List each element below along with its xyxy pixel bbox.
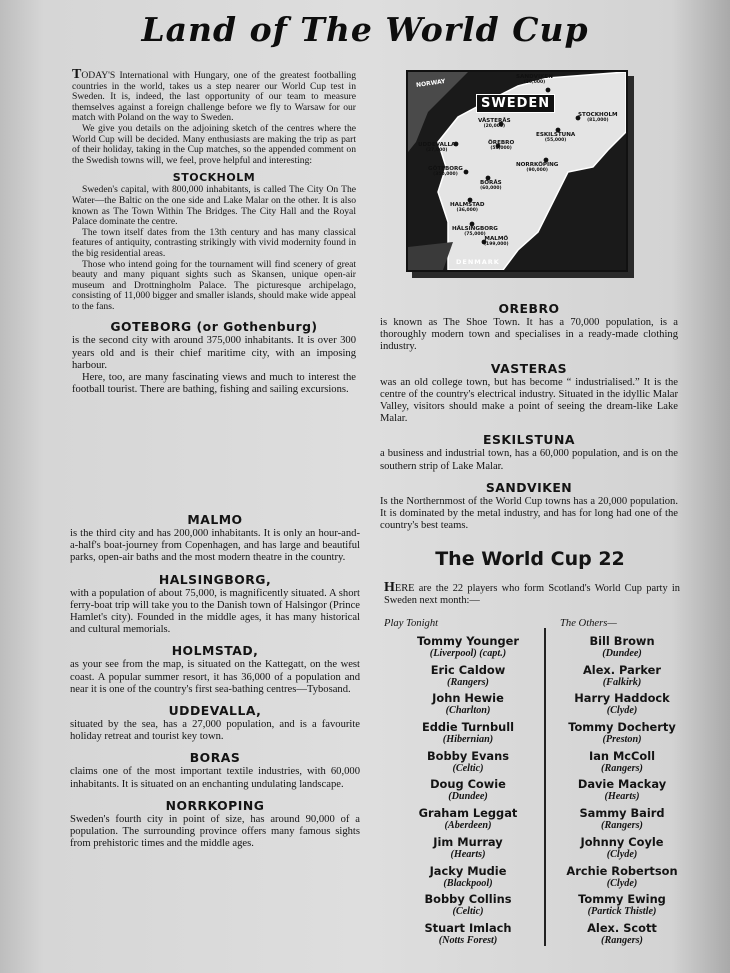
player-entry: Graham Leggat (Aberdeen) bbox=[418, 806, 518, 832]
player-entry: Harry Haddock (Clyde) bbox=[574, 691, 670, 717]
player-entry: Alex. Scott (Rangers) bbox=[587, 920, 657, 946]
orebro-text: is known as The Shoe Town. It has a 70,000 population, is a thoroughly modern town and specialises in a ready-made clothing industry. bbox=[380, 317, 678, 353]
uddevalla-text: situated by the sea, has a 27,000 population, and is a favourite holiday retreat and tourist key town. bbox=[70, 719, 360, 743]
holmstad-text: as your see from the map, is situated on the Kattegatt, on the west coast. A popular summer resort, it has 36,000 of a population and near it is one of the country's first sea-bathing centres—Tybosand. bbox=[70, 659, 360, 695]
player-entry: Bobby Evans (Celtic) bbox=[427, 748, 509, 774]
uddevalla-heading: UDDEVALLA, bbox=[168, 703, 262, 719]
map-town-vasteras: VÄSTERÅS (20,000) bbox=[478, 118, 511, 129]
stockholm-paragraph-1: Sweden's capital, with 800,000 inhabitants, is called The City On The Water—the Baltic on the one side and Lake Malar on the other. It is also known as The Town Within The Bridges. The City Hall and the Royal Palace dominate the centre. bbox=[72, 184, 356, 228]
player-entry: John Hewie (Charlton) bbox=[432, 691, 504, 717]
stockholm-heading: STOCKHOLM bbox=[172, 171, 256, 185]
world-cup-title: The World Cup 22 bbox=[435, 548, 625, 570]
column-divider bbox=[544, 628, 546, 946]
malmo-heading: MALMO bbox=[187, 512, 243, 527]
map-town-boras: BORÅS (60,000) bbox=[480, 180, 502, 191]
map-town-goteborg: GÖTEBORG (350,000) bbox=[428, 166, 463, 177]
map-town-stockholm: STOCKHOLM (81,000) bbox=[578, 112, 618, 123]
orebro-heading: OREBRO bbox=[498, 301, 560, 316]
eskilstuna-text: a business and industrial town, has a 60,000 population, and is on the southern strip of Lake Malar. bbox=[380, 448, 678, 472]
halsingborg-text: with a population of about 75,000, is magnificently situated. A short ferry-boat trip will take you to the Danish town of Halsingor (Prince Hamlet's city). Founded in the middle ages, it has many historical and cultural memorials. bbox=[70, 587, 360, 636]
boras-text: claims one of the most important textile industries, with 60,000 inhabitants. It is situated on an enchanting undulating landscape. bbox=[70, 766, 360, 790]
intro-paragraph-1 bbox=[72, 67, 356, 124]
map-town-malmo: MALMÖ (199,000) bbox=[484, 236, 509, 247]
player-entry: Bill Brown (Dundee) bbox=[589, 634, 655, 659]
left-column-top bbox=[72, 67, 356, 396]
stockholm-paragraph-2: The town itself dates from the 13th century and has many classical features of antiquity, contrasting strikingly with vivid modernity found in the big residential areas. bbox=[72, 226, 356, 259]
player-entry: Tommy Ewing (Partick Thistle) bbox=[578, 892, 666, 918]
map-town-eskilstuna: ESKILSTUNA (55,000) bbox=[536, 132, 576, 143]
player-entry: Tommy Docherty (Preston) bbox=[568, 720, 676, 746]
map-label-norway: NORWAY bbox=[415, 77, 446, 90]
player-entry: Bobby Collins (Celtic) bbox=[424, 892, 512, 918]
map-town-sandviken: SANDVIKEN (20,000) bbox=[516, 74, 553, 85]
intro-dropcap: T bbox=[72, 67, 82, 82]
player-entry: Jim Murray (Hearts) bbox=[433, 834, 503, 860]
page-title: Land of The World Cup bbox=[141, 10, 589, 49]
intro-text-1: ODAY'S International with Hungary, one of the greatest footballing countries in the world, takes us a step nearer our World Cup test in Sweden. It is, indeed, the last opportunity of our team to measure themselves against a foreign challenge before we fly to Warsaw for our match with Poland on the way to Sweden. bbox=[72, 70, 356, 124]
player-entry: Archie Robertson (Clyde) bbox=[566, 863, 678, 889]
goteborg-paragraph-1: is the second city with around 375,000 inhabitants. It is over 300 years old and is their chief maritime city, with an imposing harbour. bbox=[72, 335, 356, 371]
world-cup-dropcap: H bbox=[384, 580, 395, 595]
play-tonight-heading: Play Tonight bbox=[384, 618, 439, 629]
holmstad-heading: HOLMSTAD, bbox=[171, 643, 259, 659]
player-entry: Stuart Imlach (Notts Forest) bbox=[424, 920, 512, 946]
player-entry: Doug Cowie (Dundee) bbox=[430, 777, 506, 803]
player-entry: Eddie Turnbull (Hibernian) bbox=[421, 720, 515, 746]
vasteras-text: was an old college town, but has become “ industrialised.” It is the centre of the country's electrical industry. Situated in the idyllic Malar Valley, visitors should make a point of seeing the dream-like Lake Malar. bbox=[380, 376, 678, 425]
map-town-uddevalla: UDDEVALLA (27,000) bbox=[418, 142, 456, 153]
the-others-heading: The Others— bbox=[560, 618, 617, 629]
left-column-bottom bbox=[70, 505, 360, 850]
play-tonight-list bbox=[398, 634, 538, 950]
map-town-orebro: ÖREBRO (55,000) bbox=[488, 140, 515, 151]
eskilstuna-heading: ESKILSTUNA bbox=[483, 432, 575, 448]
intro-paragraph-2: We give you details on the adjoining sketch of the centres where the World Cup will be decided. Many enthusiasts are making the trip as part of their holiday, taking in the Cup matches, so the appended comment on the Swedish towns will, we feel, prove helpful and interesting: bbox=[72, 122, 356, 166]
sandviken-text: Is the Northernmost of the World Cup towns has a 20,000 population. It is dominated by the metal industry, and has for long had one of the country's best teams. bbox=[380, 495, 678, 532]
goteborg-heading: GOTEBORG (or Gothenburg) bbox=[110, 319, 318, 335]
map-town-halsingborg: HÄLSINGBORG (75,000) bbox=[452, 226, 498, 237]
map-label-denmark: DENMARK bbox=[456, 258, 500, 266]
stockholm-paragraph-3: Those who intend going for the tournament will find scenery of great beauty and many piquant sights such as Skansen, unique open-air museum and Drottningholm Palace. The picturesque archipelago, consisting of 11,000 bigger and smaller islands, should make wide appeal to the fans. bbox=[72, 258, 356, 312]
norrkoping-text: Sweden's fourth city in point of size, has around 90,000 of a population. The surrounding province offers many famous sights from prehistoric times and the middle ages. bbox=[70, 813, 360, 850]
sweden-map bbox=[406, 70, 628, 272]
map-town-halmstad: HALMSTAD (36,000) bbox=[450, 202, 485, 213]
malmo-text: is the third city and has 200,000 inhabitants. It is only an hour-and-a-half's boat-journey from Copenhagen, and has large and beautiful parks, open-air baths and the most modern theatre in the country. bbox=[70, 528, 360, 564]
halsingborg-heading: HALSINGBORG, bbox=[158, 571, 272, 587]
player-entry: Alex. Parker (Falkirk) bbox=[582, 662, 662, 688]
map-label-sweden: SWEDEN bbox=[476, 94, 555, 113]
player-entry: Eric Caldow (Rangers) bbox=[430, 662, 506, 688]
world-cup-intro bbox=[384, 582, 680, 607]
goteborg-paragraph-2: Here, too, are many fascinating views and much to interest the football tourist. There are bathing, fishing and sailing excursions. bbox=[72, 372, 356, 396]
boras-heading: BORAS bbox=[189, 750, 241, 766]
sandviken-heading: SANDVIKEN bbox=[485, 479, 573, 495]
map-town-norrkoping: NORRKÖPING (90,000) bbox=[516, 162, 559, 173]
player-entry: Sammy Baird (Rangers) bbox=[579, 806, 665, 832]
player-entry: Jacky Mudie (Blackpool) bbox=[429, 863, 507, 889]
the-others-list bbox=[552, 634, 692, 950]
right-column bbox=[380, 294, 678, 532]
world-cup-intro-text: ERE are the 22 players who form Scotland's World Cup party in Sweden next month:— bbox=[384, 583, 680, 606]
player-entry: Tommy Younger (Liverpool) (capt.) bbox=[417, 634, 519, 659]
player-entry: Johnny Coyle (Clyde) bbox=[580, 834, 664, 860]
player-entry: Davie Mackay (Hearts) bbox=[577, 777, 667, 803]
vasteras-heading: VASTERAS bbox=[490, 360, 568, 376]
norrkoping-heading: NORRKOPING bbox=[165, 797, 265, 813]
player-entry: Ian McColl (Rangers) bbox=[588, 748, 656, 774]
